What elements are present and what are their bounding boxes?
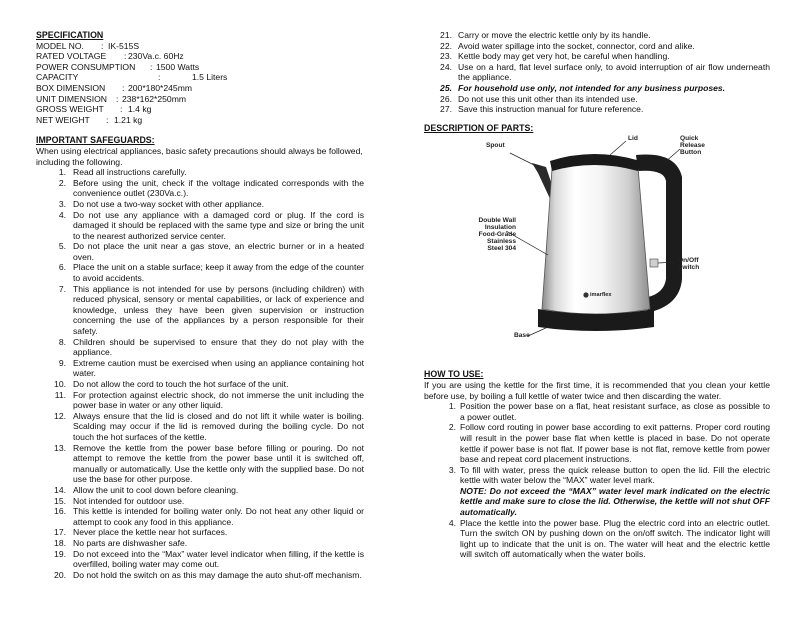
safeguard-item-number: 15. (54, 495, 66, 506)
spec-row (36, 72, 364, 83)
safeguard-item-text: This appliance is not intended for use by persons (including children) with reduced physical, sensory or mental capabilities, or lack of experience and knowledge, unless they have been given supervision or instruction concerning the use of the appliances by a person responsible for their safety. (73, 283, 364, 337)
howto-heading: HOW TO USE: (424, 369, 484, 380)
safeguard-item-number: 5. (58, 241, 66, 252)
safeguard-item-number: 20. (54, 569, 66, 580)
safeguard-item-number: 9. (58, 357, 66, 368)
safeguard-item (36, 527, 364, 538)
safeguard-item-text: Do not use this unit other than its intended use. (458, 93, 638, 104)
safeguard-item (424, 104, 770, 115)
safeguards-heading: IMPORTANT SAFEGUARDS: (36, 135, 155, 146)
safeguard-item (36, 241, 364, 262)
spec-separator: : (158, 72, 161, 83)
safeguard-item (36, 284, 364, 337)
safeguard-item-text: Do not hold the switch on as this may damage the auto shut-off mechanism. (73, 569, 362, 580)
safeguard-item (36, 506, 364, 527)
right-column (424, 30, 770, 560)
spec-separator: : (106, 114, 109, 125)
safeguard-item (36, 167, 364, 178)
howto-item-text: Follow cord routing in power base according to exit patterns. Proper cord routing will result in the power base flat when kettle is placed in base. Do not operate kettle if power base is not flat. If power base is not flat, remove kettle from power base and repeat cord placement instructions. (460, 422, 770, 465)
safeguard-item-text: Never place the kettle near hot surfaces. (73, 527, 228, 538)
howto-item-number: 2. (448, 422, 456, 433)
safeguard-item-number: 10. (54, 379, 66, 389)
safeguard-item-text: Extreme caution must be exercised when using an appliance containing hot water. (73, 357, 364, 379)
safeguard-item-text: Kettle body may get very hot, be careful when handling. (458, 51, 670, 62)
spec-value: 1500 Watts (156, 61, 200, 72)
safeguard-item-text: Carry or move the electric kettle only by its handle. (458, 30, 651, 40)
safeguards-intro: When using electrical appliances, basic safety precautions should always be followed, including the following. (36, 145, 363, 167)
howto-item (424, 422, 770, 464)
howto-list (424, 401, 770, 486)
safeguard-item-number: 7. (58, 283, 66, 294)
spec-value: 200*180*245mm (128, 82, 193, 93)
safeguard-item-text: Read all instructions carefully. (73, 167, 187, 178)
spec-value: 1.21 kg (114, 114, 143, 125)
spec-value: IK-515S (108, 40, 140, 51)
lid-label: Lid (628, 135, 638, 143)
spec-label: BOX DIMENSION (36, 82, 106, 93)
safeguard-item-text: Before using the unit, check if the voltage indicated corresponds with the convenience outlet (230Va.c.). (73, 177, 364, 199)
safeguard-item (424, 30, 770, 41)
spec-value: 1.4 kg (128, 104, 152, 115)
safeguard-item (424, 51, 770, 62)
safeguard-item-text: Always ensure that the lid is closed and do not lift it while water is boiling. Scalding may occur if the lid is removed during the boiling cycle. Do not touch the hot surfaces of the kettle. (73, 410, 364, 442)
safeguard-item-number: 26. (440, 93, 452, 104)
howto-intro: If you are using the kettle for the first time, it is recommended that you clean your kettle before use, by boiling a full kettle of water twice and then discarding the water. (424, 379, 770, 401)
safeguard-item (36, 496, 364, 507)
switch-label: On/Off Switch (678, 257, 700, 272)
spec-separator: : (101, 40, 104, 51)
spec-separator: : (120, 104, 123, 115)
safeguard-item-number: 3. (58, 198, 66, 209)
safeguard-item-text: Save this instruction manual for future reference. (458, 104, 644, 115)
safeguard-item-number: 27. (440, 104, 452, 115)
spec-row (36, 94, 364, 105)
safeguard-item-number: 12. (54, 410, 66, 421)
spec-separator: : (124, 51, 127, 62)
safeguard-item (36, 337, 364, 358)
spec-label: CAPACITY (36, 72, 79, 83)
safeguard-item-text: Do not use a two-way socket with other appliance. (73, 198, 265, 209)
howto-item-text: Position the power base on a flat, heat resistant surface, as close as possible to a power outlet. (460, 401, 770, 422)
safeguard-item-number: 22. (440, 40, 452, 51)
safeguard-item-number: 24. (440, 61, 452, 72)
insulation-label: Double Wall Insulation Food-Grade Stainless Steel 304 (478, 217, 516, 253)
safeguard-item-text: Children should be supervised to ensure that they do not play with the appliance. (73, 336, 364, 358)
spec-row (36, 62, 364, 73)
quick-release-label: Quick Release Button (680, 135, 705, 157)
safeguard-item (36, 379, 364, 390)
howto-item-text: To fill with water, press the quick release button to open the lid. Fill the electric kettle with water below the “MAX” water level mark. (460, 464, 770, 486)
safeguard-item-text: Do not place the unit near a gas stove, an electric burner or in a heated oven. (73, 241, 364, 262)
brand-logo-icon (583, 293, 588, 298)
safeguard-item (36, 411, 364, 443)
safeguard-item-number: 17. (54, 527, 66, 538)
howto-item (424, 465, 770, 486)
safeguard-item-number: 21. (440, 30, 452, 40)
safeguard-item (36, 262, 364, 283)
howto-item-4 (424, 518, 770, 560)
spec-row (36, 104, 364, 115)
safeguard-item-text: For household use only, not intended for any business purposes. (458, 82, 726, 93)
spec-value: 1.5 Liters (192, 72, 228, 83)
safeguard-item-number: 18. (54, 537, 66, 548)
safeguard-item-text: Not intended for outdoor use. (73, 495, 185, 506)
spec-label: GROSS WEIGHT (36, 104, 104, 115)
safeguard-item-number: 23. (440, 51, 452, 62)
parts-heading: DESCRIPTION OF PARTS: (424, 122, 534, 133)
spec-label: NET WEIGHT (36, 114, 90, 125)
spec-separator: : (116, 93, 119, 104)
safeguard-item-text: No parts are dishwasher safe. (73, 537, 188, 548)
safeguard-item (36, 178, 364, 199)
safeguard-item (36, 390, 364, 411)
safeguard-item-text: Allow the unit to cool down before cleaning. (73, 484, 239, 495)
spec-row (36, 51, 364, 62)
safeguard-item (36, 199, 364, 210)
spout-label: Spout (486, 142, 505, 150)
safeguard-item-number: 4. (58, 209, 66, 220)
safeguard-item (36, 485, 364, 496)
safeguard-item (36, 570, 364, 581)
safeguard-item-text: This kettle is intended for boiling water only. Do not heat any other liquid or attempt to cook any food in this appliance. (73, 506, 364, 527)
safeguard-item-text: Do not allow the cord to touch the hot surface of the unit. (73, 379, 289, 389)
spec-label: MODEL NO. (36, 40, 84, 51)
safeguard-item-number: 14. (54, 484, 66, 495)
howto-item-number: 3. (448, 464, 456, 475)
howto-item-number: 1. (448, 401, 456, 412)
safeguard-item-number: 6. (58, 262, 66, 273)
spec-label: POWER CONSUMPTION (36, 61, 136, 72)
base-label: Base (514, 332, 530, 340)
howto-item-number: 4. (448, 517, 456, 528)
spec-label: UNIT DIMENSION (36, 93, 107, 104)
safeguard-item-text: Do not exceed into the “Max” water level indicator when filling, if the kettle is overfilled, boiling water may come out. (73, 548, 364, 570)
kettle-diagram (424, 133, 770, 365)
spec-row (36, 115, 364, 126)
left-column (36, 30, 364, 580)
safeguard-item-text: Do not use any appliance with a damaged cord or plug. If the cord is damaged it should be replaced with the same type and size or bring the unit to the nearest authorized service center. (73, 209, 364, 241)
spec-row (36, 41, 364, 52)
safeguard-item (424, 83, 770, 94)
safeguard-item-text: Avoid water spillage into the socket, connector, cord and alike. (458, 40, 695, 51)
safeguards-list-continued (424, 30, 770, 115)
safeguard-item-number: 19. (54, 548, 66, 559)
safeguard-item (424, 62, 770, 83)
safeguard-item (36, 358, 364, 379)
spec-value: 238*162*250mm (122, 93, 187, 104)
safeguard-item (36, 443, 364, 485)
howto-item-text: Place the kettle into the power base. Plug the electric cord into an electric outlet. Turn the switch ON by pushing down on the on/off switch. The indicator light will light up to indicate that the unit is on. The water will heat and the electric kettle will switch off automatically when the water boils. (460, 517, 770, 560)
spec-row (36, 83, 364, 94)
spec-separator: : (122, 82, 125, 93)
safeguard-item-number: 8. (58, 336, 66, 347)
safeguard-item-text: Place the unit on a stable surface; keep it away from the edge of the counter to avoid accidents. (73, 262, 364, 284)
safeguard-item-text: For protection against electric shock, do not immerse the unit including the power base in water or any other liquid. (73, 389, 364, 411)
spec-separator: : (150, 61, 153, 72)
safeguard-item (36, 210, 364, 242)
safeguard-item-text: Use on a hard, flat level surface only, to avoid interruption of air flow underneath the appliance. (458, 61, 770, 83)
safeguard-item (424, 94, 770, 105)
safeguard-item-number: 2. (58, 177, 66, 188)
spec-table (36, 41, 364, 126)
spec-heading: SPECIFICATION (36, 30, 104, 40)
switch-shape (650, 259, 658, 267)
safeguard-item (424, 41, 770, 52)
safeguard-item-number: 16. (54, 506, 66, 517)
safeguard-item (36, 549, 364, 570)
safeguard-item-number: 11. (54, 389, 66, 400)
safeguard-item-number: 13. (54, 442, 66, 453)
howto-note: NOTE: Do not exceed the “MAX” water level mark indicated on the electric kettle and make sure to close the lid. Otherwise, the kettle will not shut OFF automatically. (460, 485, 770, 518)
safeguard-item-number: 1. (58, 167, 66, 178)
spec-label: RATED VOLTAGE (36, 51, 107, 62)
safeguards-list (36, 167, 364, 580)
brand-label: imarflex (590, 292, 612, 299)
howto-item (424, 401, 770, 422)
safeguard-item (36, 538, 364, 549)
spec-value: 230Va.c. 60Hz (128, 51, 184, 62)
safeguard-item-number: 25. (440, 82, 452, 93)
safeguard-item-text: Remove the kettle from the power base before filling or pouring. Do not attempt to remove the kettle from the power base until it is switched off, manually or automatically. Use the kettle only with the supplied base. Do not use the base for other purpose. (73, 442, 364, 485)
